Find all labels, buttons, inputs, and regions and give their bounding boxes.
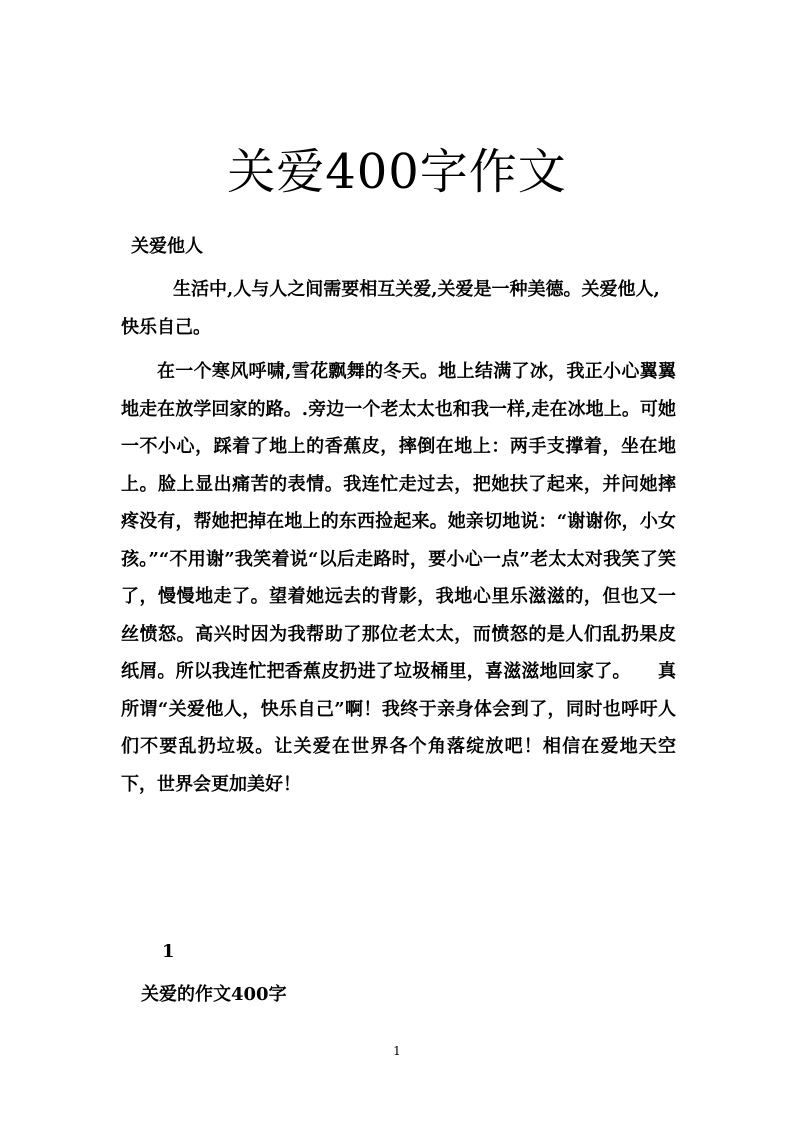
- paragraph-story: 在一个寒风呼啸,雪花飘舞的冬天。地上结满了冰，我正小心翼翼地走在放学回家的路。.旁边一个老太太也和我一样,走在冰地上。可她一不小心，踩着了地上的香蕉皮，摔倒在地上：两手支撑着，坐在地上。脸上显出痛苦的表情。我连忙走过去，把她扶了起来，并问她摔疼没有，帮她把掉在地上的东西捡起来。她亲切地说：“谢谢你，小女孩。”“不用谢”我笑着说“以后走路时，要小心一点”老太太对我笑了笑了，慢慢地走了。望着她远去的背影，我地心里乐滋滋的，但也又一丝愤怒。高兴时因为我帮助了那位老太太，而愤怒的是人们乱扔果皮纸屑。所以我连忙把香蕉皮扔进了垃圾桶里，喜滋滋地回家了。 真所谓“关爱他人，快乐自己”啊！我终于亲身体会到了，同时也呼吁人们不要乱扔垃圾。让关爱在世界各个角落绽放吧！相信在爱地天空下，世界会更加美好！: [121, 361, 676, 795]
- next-section-heading: 关爱的作文400字: [141, 984, 287, 1005]
- document-title: 关爱400字作文: [227, 144, 567, 200]
- paragraph-intro: 生活中,人与人之间需要相互关爱,关爱是一种美德。关爱他人,快乐自己。: [121, 279, 660, 338]
- section-heading: 关爱他人: [131, 236, 203, 257]
- inline-number: 1: [162, 941, 175, 962]
- page-number: 1: [393, 1044, 401, 1058]
